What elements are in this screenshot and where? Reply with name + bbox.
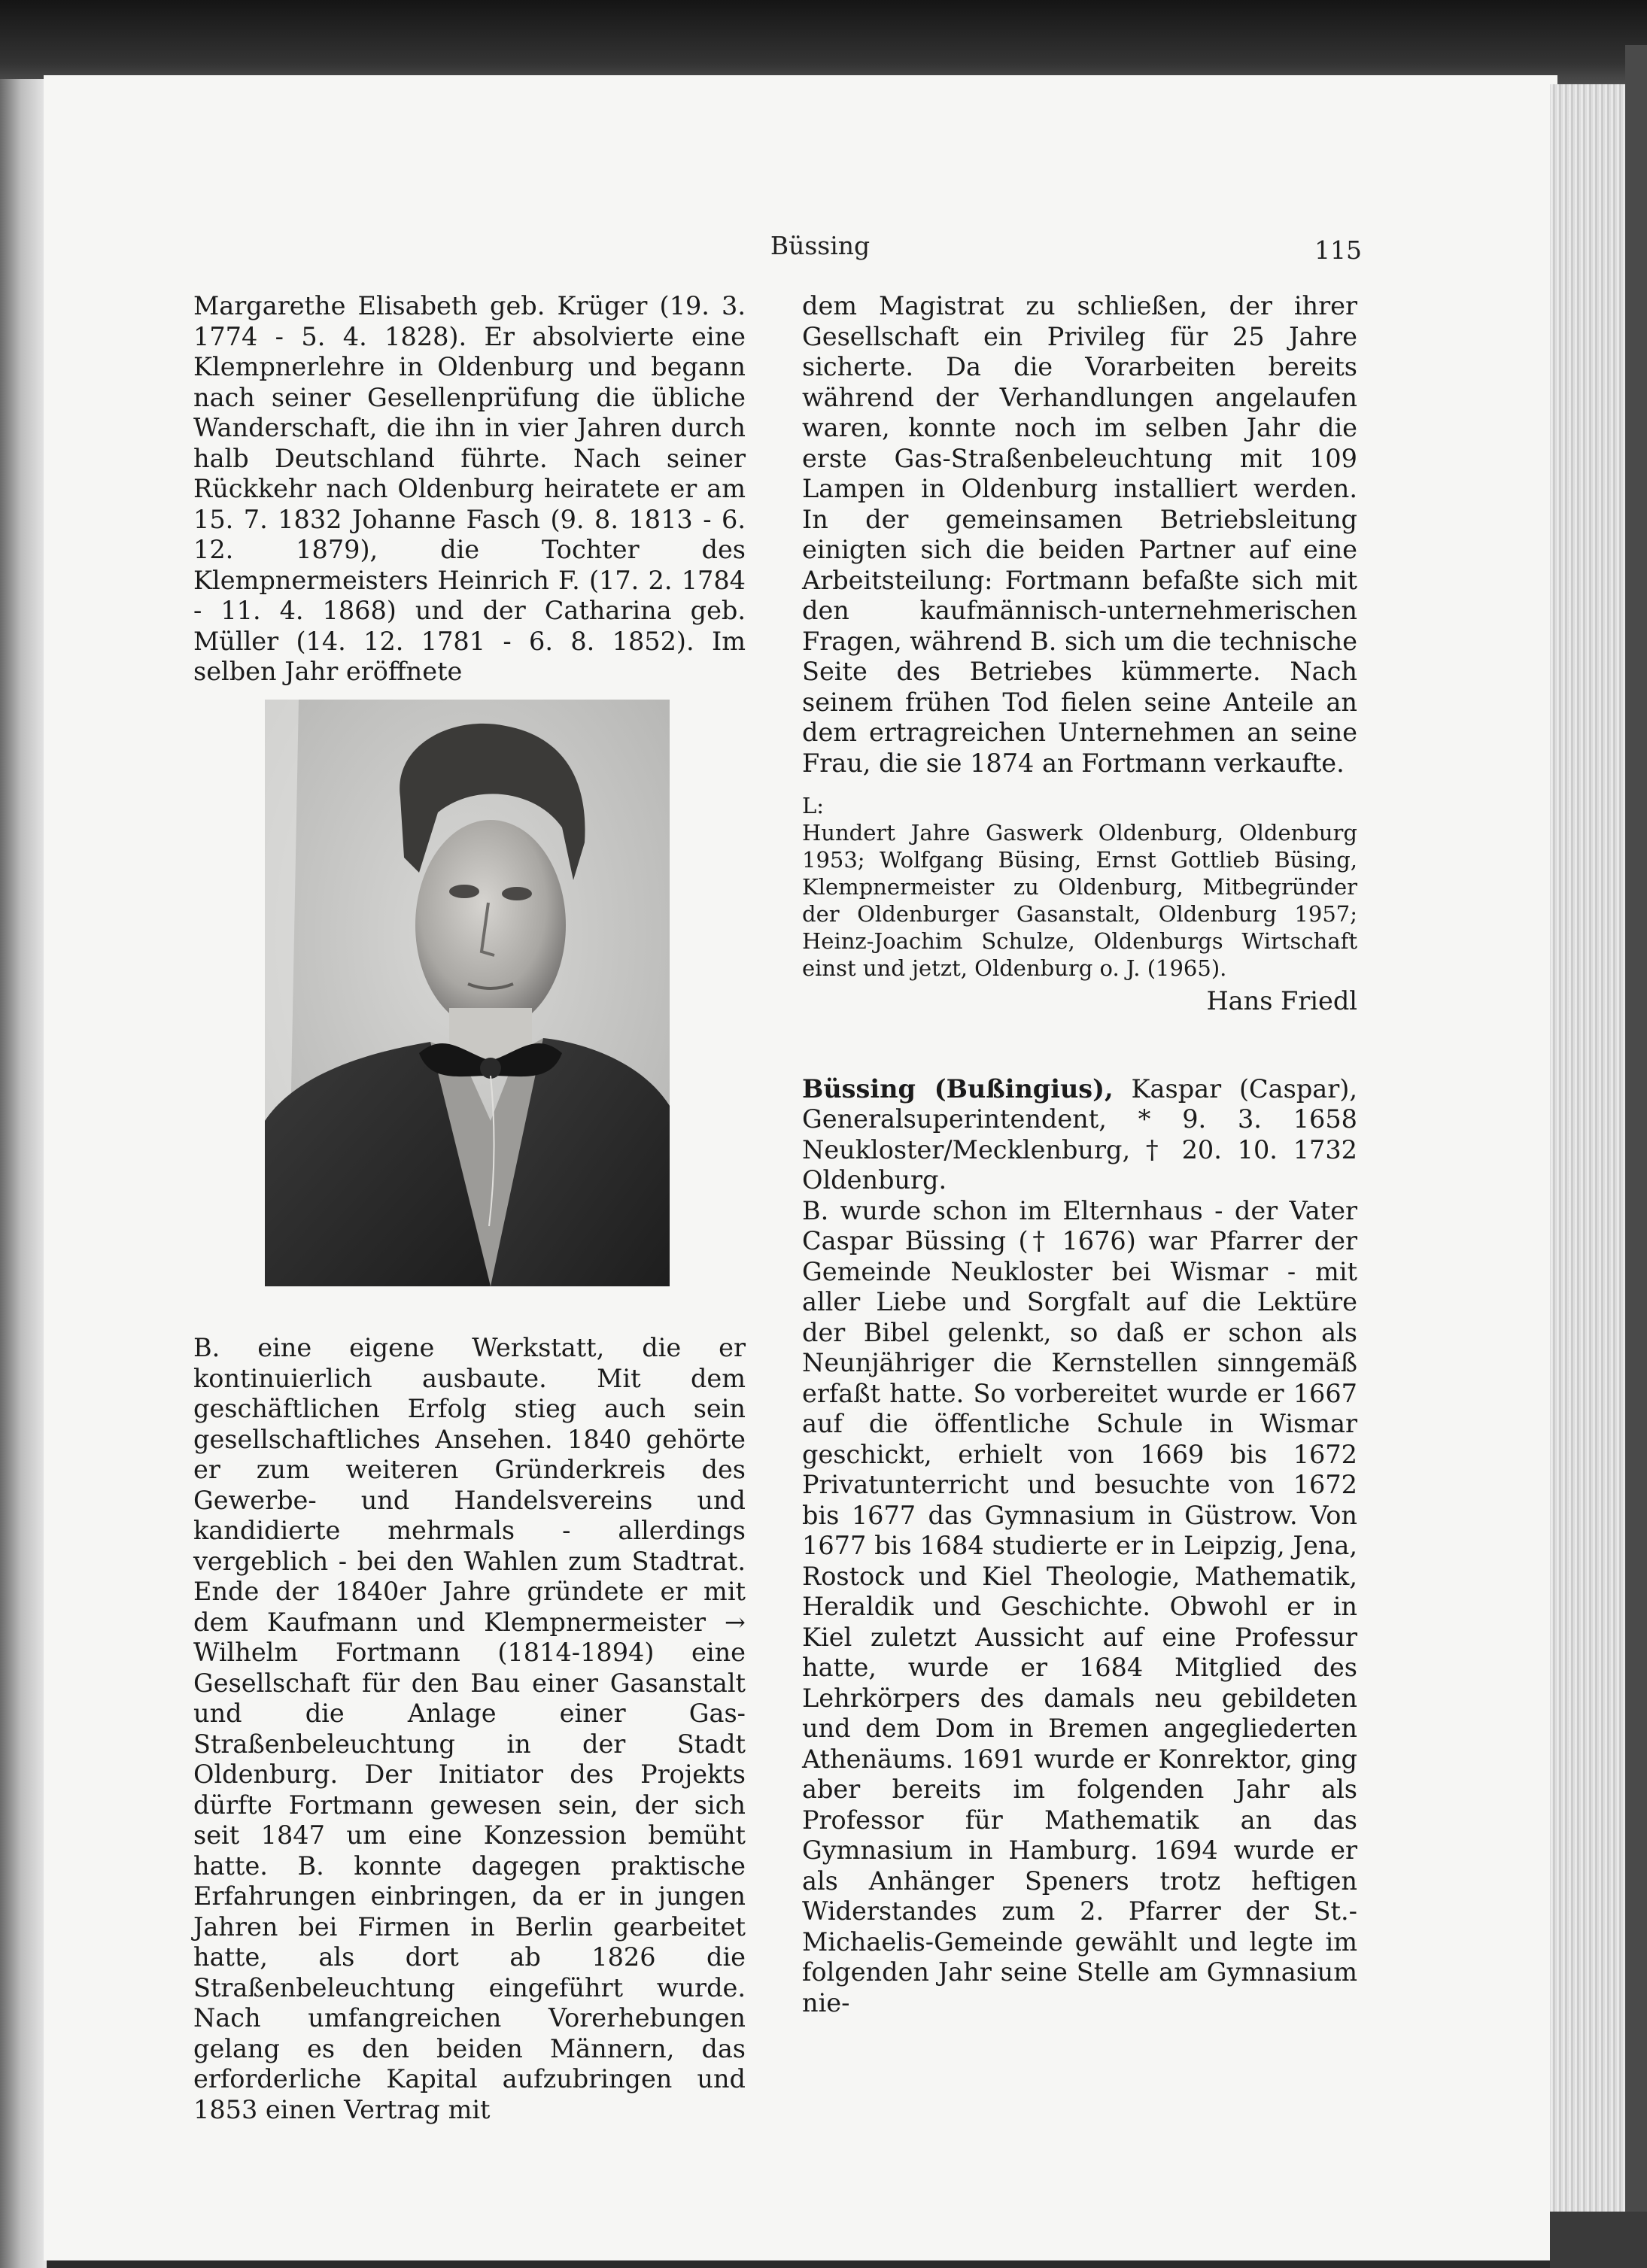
literature-label: L: [802,793,825,818]
left-column-bottom [193,1333,746,2125]
paragraph: Margarethe Elisabeth geb. Krüger (19. 3. 1774 - 5. 4. 1828). Er absolvierte eine Klempnerlehre in Oldenburg und begann nach seiner Gesellenprüfung die übliche Wanderschaft, die ihn in vier Jahren durch halb Deutschland führte. Nach seiner Rückkehr nach Oldenburg heiratete er am 15. 7. 1832 Johanne Fasch (9. 8. 1813 - 6. 12. 1879), die Tochter des Klempnermeisters Heinrich F. (17. 2. 1784 - 11. 4. 1868) und der Catharina geb. Müller (14. 12. 1781 - 6. 8. 1852). Im selben Jahr eröffnete [193,291,746,686]
portrait-illustration [265,700,670,1286]
running-head: Büssing [770,231,871,260]
paragraph: B. eine eigene Werkstatt, die er kontinuierlich ausbaute. Mit dem geschäftlichen Erfolg stieg auch sein gesellschaftliches Ansehen. 1840 gehörte er zum weiteren Gründerkreis des Gewerbe- und Handelsvereins und kandidierte mehrmals - allerdings vergeblich - bei den Wahlen zum Stadtrat. Ende der 1840er Jahre gründete er mit dem Kaufmann und Klempnermeister → Wilhelm Fortmann (1814-1894) eine Gesellschaft für den Bau einer Gasanstalt und die Anlage einer Gas-Straßenbeleuchtung in der Stadt Oldenburg. Der Initiator des Projekts dürfte Fortmann gewesen sein, der sich seit 1847 um eine Konzession bemüht hatte. B. konnte dagegen praktische Erfahrungen einbringen, da er in jungen Jahren bei Firmen in Berlin gearbeitet hatte, als dort ab 1826 die Straßenbeleuchtung eingeführt wurde. Nach umfangreichen Vorerhebungen gelang es den beiden Männern, das erforderliche Kapital aufzubringen und 1853 einen Vertrag mit [193,1333,746,2124]
paragraph: dem Magistrat zu schließen, der ihrer Gesellschaft ein Privileg für 25 Jahre sicherte. Da die Vorarbeiten bereits während der Verhandlungen angelaufen waren, konnte noch im selben Jahr die erste Gas-Straßenbeleuchtung mit 109 Lampen in Oldenburg installiert werden. In der gemeinsamen Betriebsleitung einigten sich die beiden Partner auf eine Arbeitsteilung: Fortmann befaßte sich mit den kaufmännisch-unternehmerischen Fragen, während B. sich um die technische Seite des Betriebes kümmerte. Nach seinem frühen Tod fielen seine Anteile an dem ertragreichen Unternehmen an seine Frau, die sie 1874 an Fortmann verkaufte. [802,291,1357,778]
left-page-edge [0,79,47,2268]
portrait-photo [265,700,670,1286]
paragraph: B. wurde schon im Elternhaus - der Vater Caspar Büssing († 1676) war Pfarrer der Gemeinde Neukloster bei Wismar - mit aller Liebe und Sorgfalt auf die Lektüre der Bibel gelenkt, so daß er schon als Neunjähriger die Kernstellen sinngemäß erfaßt hatte. So vorbereitet wurde er 1667 auf die öffentliche Schule in Wismar geschickt, erhielt von 1669 bis 1672 Privatunterricht und besuchte von 1672 bis 1677 das Gymnasium in Güstrow. Von 1677 bis 1684 studierte er in Leipzig, Jena, Rostock und Kiel Theologie, Mathematik, Heraldik und Geschichte. Obwohl er in Kiel zuletzt Aussicht auf eine Professur hatte, wurde er 1684 Mitglied des Lehrkörpers des damals neu gebildeten und dem Dom in Bremen angegliederten Athenäums. 1691 wurde er Konrektor, ging aber bereits im folgenden Jahr als Professor für Mathematik an das Gymnasium in Hamburg. 1694 wurde er als Anhänger Speners trotz heftigen Widerstandes zum 2. Pfarrer der St.-Michaelis-Gemeinde gewählt und legte im folgenden Jahr seine Stelle am Gymnasium nie- [802,1195,1357,2018]
entry-intro: Kaspar (Caspar), Generalsuperintendent, * 9. 3. 1658 Neukloster/Mecklenburg, † 20. 10. 1732 Oldenburg. [802,1073,1357,1195]
book-cover-edge [1625,45,1647,2268]
entry-heading [802,1074,1357,1196]
literature-list: Hundert Jahre Gaswerk Oldenburg, Oldenburg 1953; Wolfgang Büsing, Ernst Gottlieb Büsing, Klempnermeister zu Oldenburg, Mitbegründer der Oldenburger Gasanstalt, Oldenburg 1957; Heinz-Joachim Schulze, Oldenburgs Wirtschaft einst und jetzt, Oldenburg o. J. (1965). [802,820,1357,981]
page-number: 115 [1314,235,1362,265]
entry-name: Büssing (Bußingius), [802,1073,1114,1104]
scan-background-bottom [1550,2212,1647,2268]
author-signature: Hans Friedl [1206,986,1357,1016]
right-column [802,291,1357,2018]
left-column-top [193,291,746,688]
